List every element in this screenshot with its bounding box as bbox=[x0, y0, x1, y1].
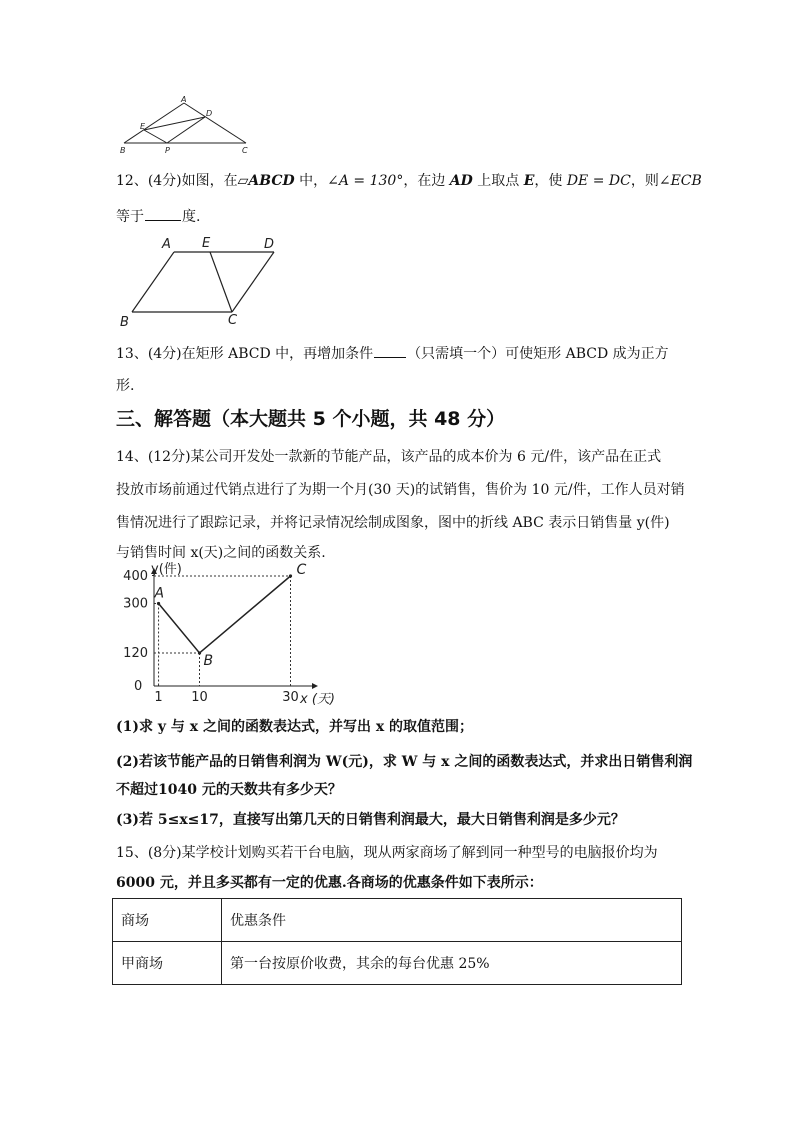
chart-point-label-c: C bbox=[296, 562, 307, 578]
chart-y-tick-label: 300 bbox=[123, 596, 148, 612]
section-3-title: 三、解答题（本大题共 5 个小题，共 48 分） bbox=[116, 408, 506, 430]
table-cell: 甲商场 bbox=[113, 942, 222, 985]
q14-line-1: 14、(12分)某公司开发处一款新的节能产品，该产品的成本价为 6 元/件，该产品在正式 bbox=[116, 449, 662, 465]
fig11-label-c: C bbox=[242, 146, 248, 155]
q15-discount-table bbox=[112, 898, 682, 985]
chart-x-tick-label: 30 bbox=[282, 690, 299, 705]
chart-x-axis-label: x (天) bbox=[300, 692, 335, 707]
q14-line-3: 售情况进行了跟踪记录，并将记录情况绘制成图象，图中的折线 ABC 表示日销售量 y(件) bbox=[116, 515, 670, 531]
chart-y-tick-label: 120 bbox=[123, 646, 148, 661]
table-header-cell: 优惠条件 bbox=[222, 899, 682, 942]
q14-sub-2-line-1: (2)若该节能产品的日销售利润为 W(元)，求 W 与 x 之间的函数表达式，并求出日销售利润 bbox=[116, 754, 693, 770]
q13-answer-blank bbox=[374, 345, 406, 358]
q12-equation: DE = DC bbox=[566, 173, 631, 189]
q13-line-1: 13、(4分)在矩形 ABCD 中，再增加条件 （只需填一个）可使矩形 ABCD 成为正方 bbox=[116, 346, 669, 362]
q15-line-2: 6000 元，并且多买都有一定的优惠.各商场的优惠条件如下表所示： bbox=[116, 875, 543, 891]
chart-point-b bbox=[198, 651, 201, 654]
fig12-label-b: B bbox=[120, 315, 129, 330]
chart-y-tick-label: 400 bbox=[123, 569, 148, 584]
chart-x-tick-label: 10 bbox=[191, 690, 208, 705]
table-row bbox=[113, 942, 682, 985]
fig11-label-a: A bbox=[181, 96, 187, 104]
chart-point-c bbox=[289, 574, 292, 577]
q13-line-2: 形. bbox=[116, 378, 135, 394]
fig11-label-e: E bbox=[140, 122, 146, 131]
chart-point-a bbox=[157, 602, 160, 605]
chart-x-tick-label: 1 bbox=[154, 690, 163, 705]
q14-line-chart bbox=[112, 562, 352, 708]
table-cell: 第一台按原价收费，其余的每台优惠 25% bbox=[222, 942, 682, 985]
fig12-label-e: E bbox=[202, 236, 211, 251]
fig11-label-p: P bbox=[165, 146, 170, 155]
q11-triangle-figure bbox=[114, 96, 259, 158]
fig12-label-a: A bbox=[162, 237, 171, 252]
chart-x-axis-arrow bbox=[312, 683, 318, 689]
q14-sub-1: (1)求 y 与 x 之间的函数表达式，并写出 x 的取值范围； bbox=[116, 719, 474, 735]
q12-answer-blank bbox=[145, 208, 181, 221]
fig12-label-d: D bbox=[264, 237, 275, 252]
chart-origin-label: 0 bbox=[134, 679, 143, 694]
q12-line-2: 等于 度. bbox=[116, 209, 201, 225]
chart-point-label-a: A bbox=[154, 585, 165, 602]
fig12-label-c: C bbox=[228, 313, 238, 328]
fig11-label-b: B bbox=[120, 146, 126, 155]
q14-sub-2-line-2: 不超过1040 元的天数共有多少天？ bbox=[116, 782, 342, 798]
chart-series-line bbox=[159, 576, 291, 653]
q14-line-2: 投放市场前通过代销点进行了为期一个月(30 天)的试销售，售价为 10 元/件，工作人员对销 bbox=[116, 482, 685, 498]
table-header-cell: 商场 bbox=[113, 899, 222, 942]
table-header-row bbox=[113, 899, 682, 942]
q14-sub-3: (3)若 5≤x≤17，直接写出第几天的日销售利润最大，最大日销售利润是多少元？ bbox=[116, 812, 625, 828]
q15-line-1: 15、(8分)某学校计划购买若干台电脑，现从两家商场了解到同一种型号的电脑报价均为 bbox=[116, 845, 658, 861]
q12-angle-expr: ∠A = 130° bbox=[327, 173, 404, 189]
q12-parallelogram-figure bbox=[114, 234, 284, 330]
fig11-label-d: D bbox=[206, 109, 213, 118]
chart-point-label-b: B bbox=[203, 653, 214, 669]
chart-y-axis-label: y(件) bbox=[151, 562, 182, 577]
q12-line-1: 12、(4分)如图，在▱ABCD 中，∠A = 130°，在边 AD 上取点 E，使 DE = DC，则∠ECB bbox=[116, 173, 702, 189]
q14-line-4: 与销售时间 x(天)之间的函数关系. bbox=[116, 545, 326, 561]
